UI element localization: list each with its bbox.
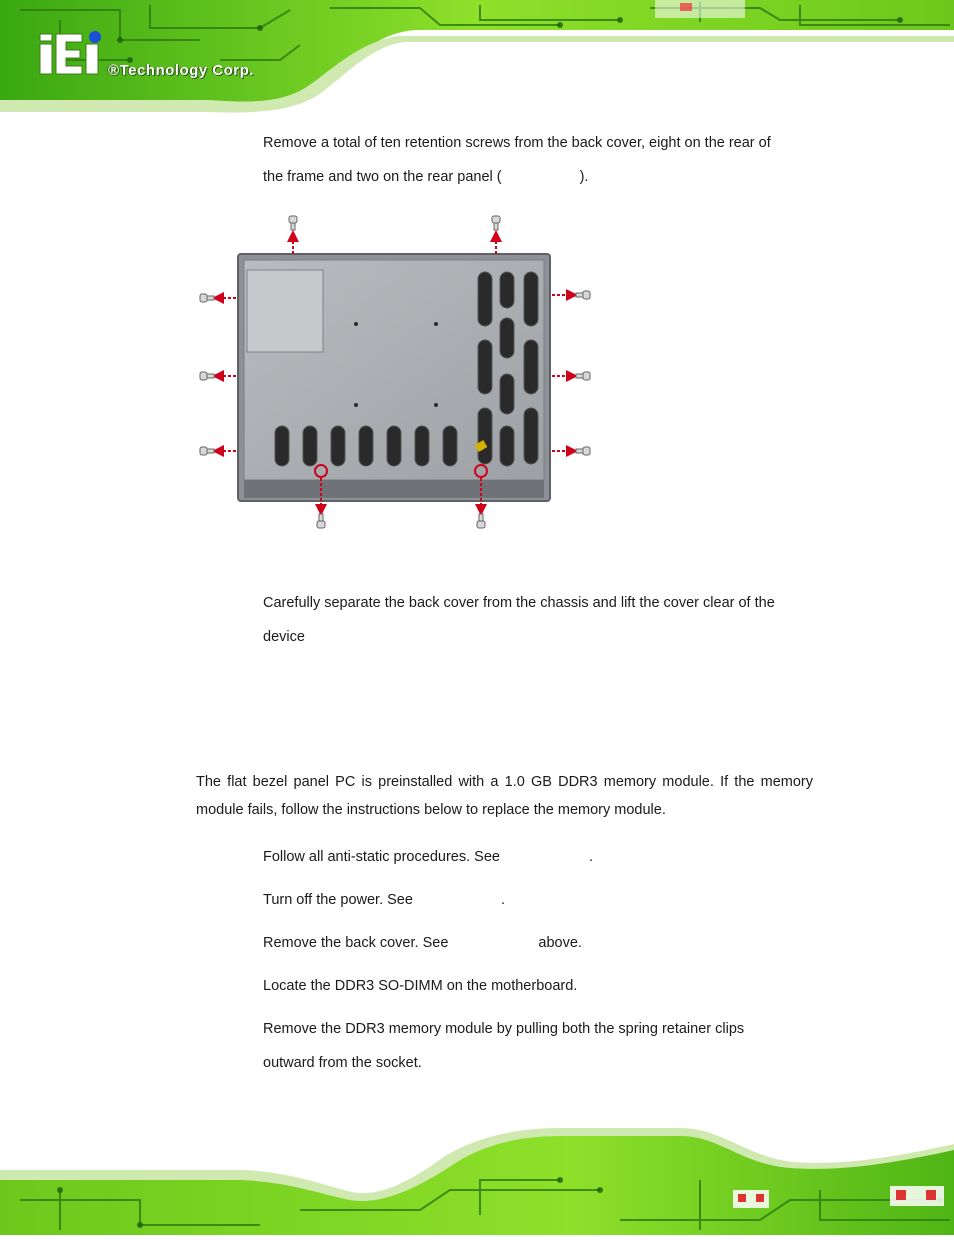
pcb-header-graphic xyxy=(0,0,954,118)
step-anti-static-suffix: . xyxy=(588,849,593,865)
brand-name: ®Technology Corp. xyxy=(108,62,254,79)
step-remove-cover-suffix: above. xyxy=(538,935,582,951)
step-remove-module-line1: Remove the DDR3 memory module by pulling both the spring retainer clips xyxy=(263,1021,745,1037)
step-power-off-text: Turn off the power. See xyxy=(263,892,413,908)
step-remove-screws-line2-start: the frame and two on the rear panel ( xyxy=(263,169,502,185)
step-remove-module xyxy=(263,1012,823,1080)
step-remove-screws xyxy=(263,126,823,194)
memory-intro-paragraph: The flat bezel panel PC is preinstalled with a 1.0 GB DDR3 memory module. If the memory module fails, follow the instructions below to replace the memory module. xyxy=(196,774,813,818)
header-banner xyxy=(0,0,954,118)
step-anti-static xyxy=(263,840,823,874)
step-remove-module-line2: outward from the socket. xyxy=(263,1055,422,1071)
step-anti-static-text: Follow all anti-static procedures. See xyxy=(263,849,500,865)
step-remove-cover-text: Remove the back cover. See xyxy=(263,935,449,951)
footer-banner xyxy=(0,1120,954,1235)
step-separate-cover xyxy=(263,586,823,654)
step-separate-cover-line1: Carefully separate the back cover from the chassis and lift the cover clear of the xyxy=(263,595,775,611)
step-remove-screws-line2 xyxy=(263,160,823,194)
pcb-footer-graphic xyxy=(0,1120,954,1235)
back-cover-screw-diagram xyxy=(190,208,610,538)
step-remove-screws-line1: Remove a total of ten retention screws from the back cover, eight on the rear of xyxy=(263,135,771,151)
step-locate-dimm xyxy=(263,969,823,1003)
step-power-off-suffix: . xyxy=(500,892,505,908)
step-power-off xyxy=(263,883,823,917)
step-remove-cover xyxy=(263,926,823,960)
step-remove-screws-line2-end: ). xyxy=(579,169,589,185)
iei-logo-icon xyxy=(40,31,101,74)
back-cover-figure xyxy=(190,208,610,538)
step-separate-cover-line2: device xyxy=(263,629,305,645)
step-locate-dimm-text: Locate the DDR3 SO-DIMM on the motherboard. xyxy=(263,978,578,994)
